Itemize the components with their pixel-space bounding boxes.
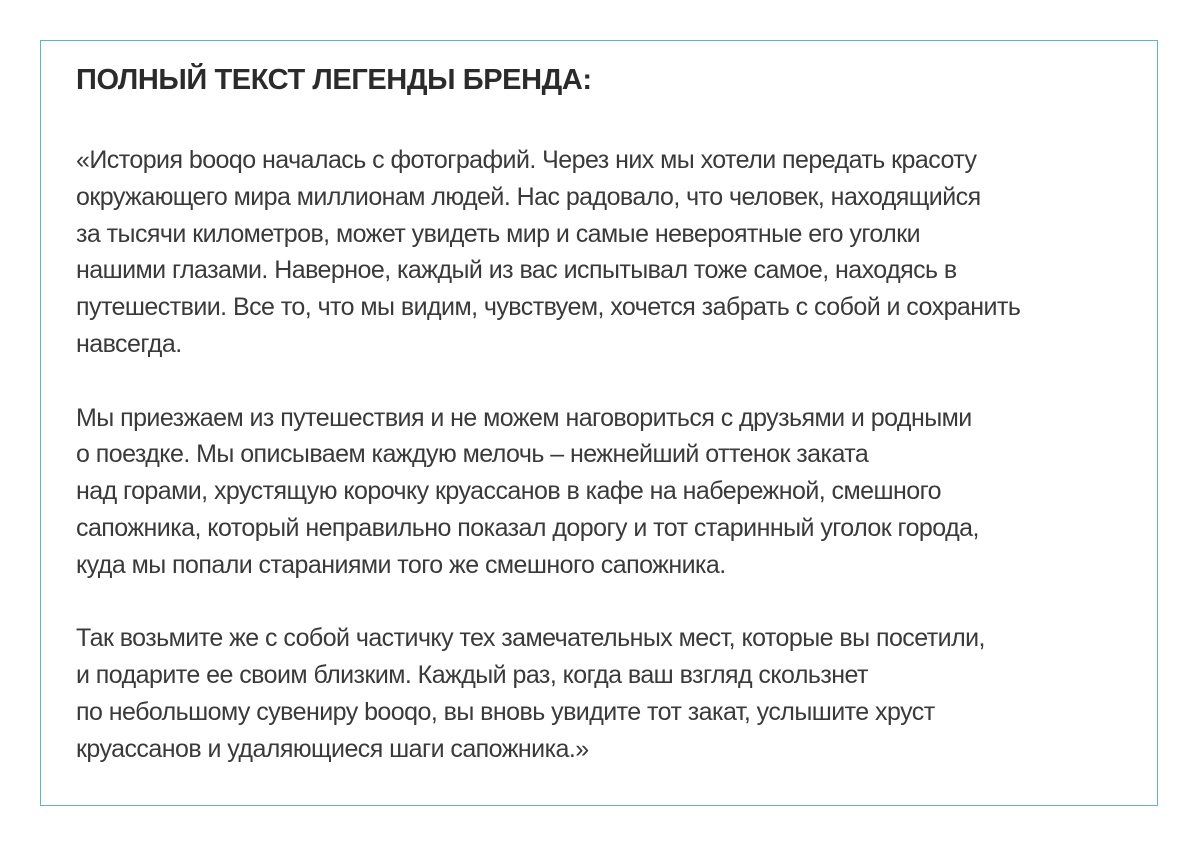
- legend-text: [76, 142, 1136, 768]
- page-title: ПОЛНЫЙ ТЕКСТ ЛЕГЕНДЫ БРЕНДА:: [76, 64, 592, 96]
- text-line: и подарите ее своим близким. Каждый раз, когда ваш взгляд скользнет: [76, 661, 868, 690]
- text-line: по небольшому сувениру booqo, вы вновь увидите тот закат, услышите хруст: [76, 697, 935, 726]
- text-line: Мы приезжаем из путешествия и не можем наговориться с друзьями и родными: [76, 403, 972, 432]
- text-line: окружающего мира миллионам людей. Нас радовало, что человек, находящийся: [76, 182, 981, 211]
- paragraph-2: [76, 400, 1136, 584]
- text-line: куда мы попали стараниями того же смешного сапожника.: [76, 550, 726, 579]
- text-line: за тысячи километров, может увидеть мир и самые невероятные его уголки: [76, 219, 920, 248]
- text-line: над горами, хрустящую корочку круассанов в кафе на набережной, смешного: [76, 477, 941, 506]
- paragraph-1: [76, 142, 1136, 363]
- text-line: о поездке. Мы описываем каждую мелочь – нежнейший оттенок заката: [76, 440, 869, 469]
- text-line: навсегда.: [76, 329, 182, 358]
- text-line: Так возьмите же с собой частичку тех замечательных мест, которые вы посетили,: [76, 624, 985, 653]
- text-line: нашими глазами. Наверное, каждый из вас испытывал тоже самое, находясь в: [76, 256, 957, 285]
- text-line: путешествии. Все то, что мы видим, чувствуем, хочется забрать с собой и сохранить: [76, 293, 1021, 322]
- text-line: «История booqo началась с фотографий. Через них мы хотели передать красоту: [76, 146, 977, 174]
- text-line: круассанов и удаляющиеся шаги сапожника.»: [76, 734, 589, 763]
- text-line: сапожника, который неправильно показал дорогу и тот старинный уголок города,: [76, 513, 979, 542]
- paragraph-3: [76, 620, 1136, 767]
